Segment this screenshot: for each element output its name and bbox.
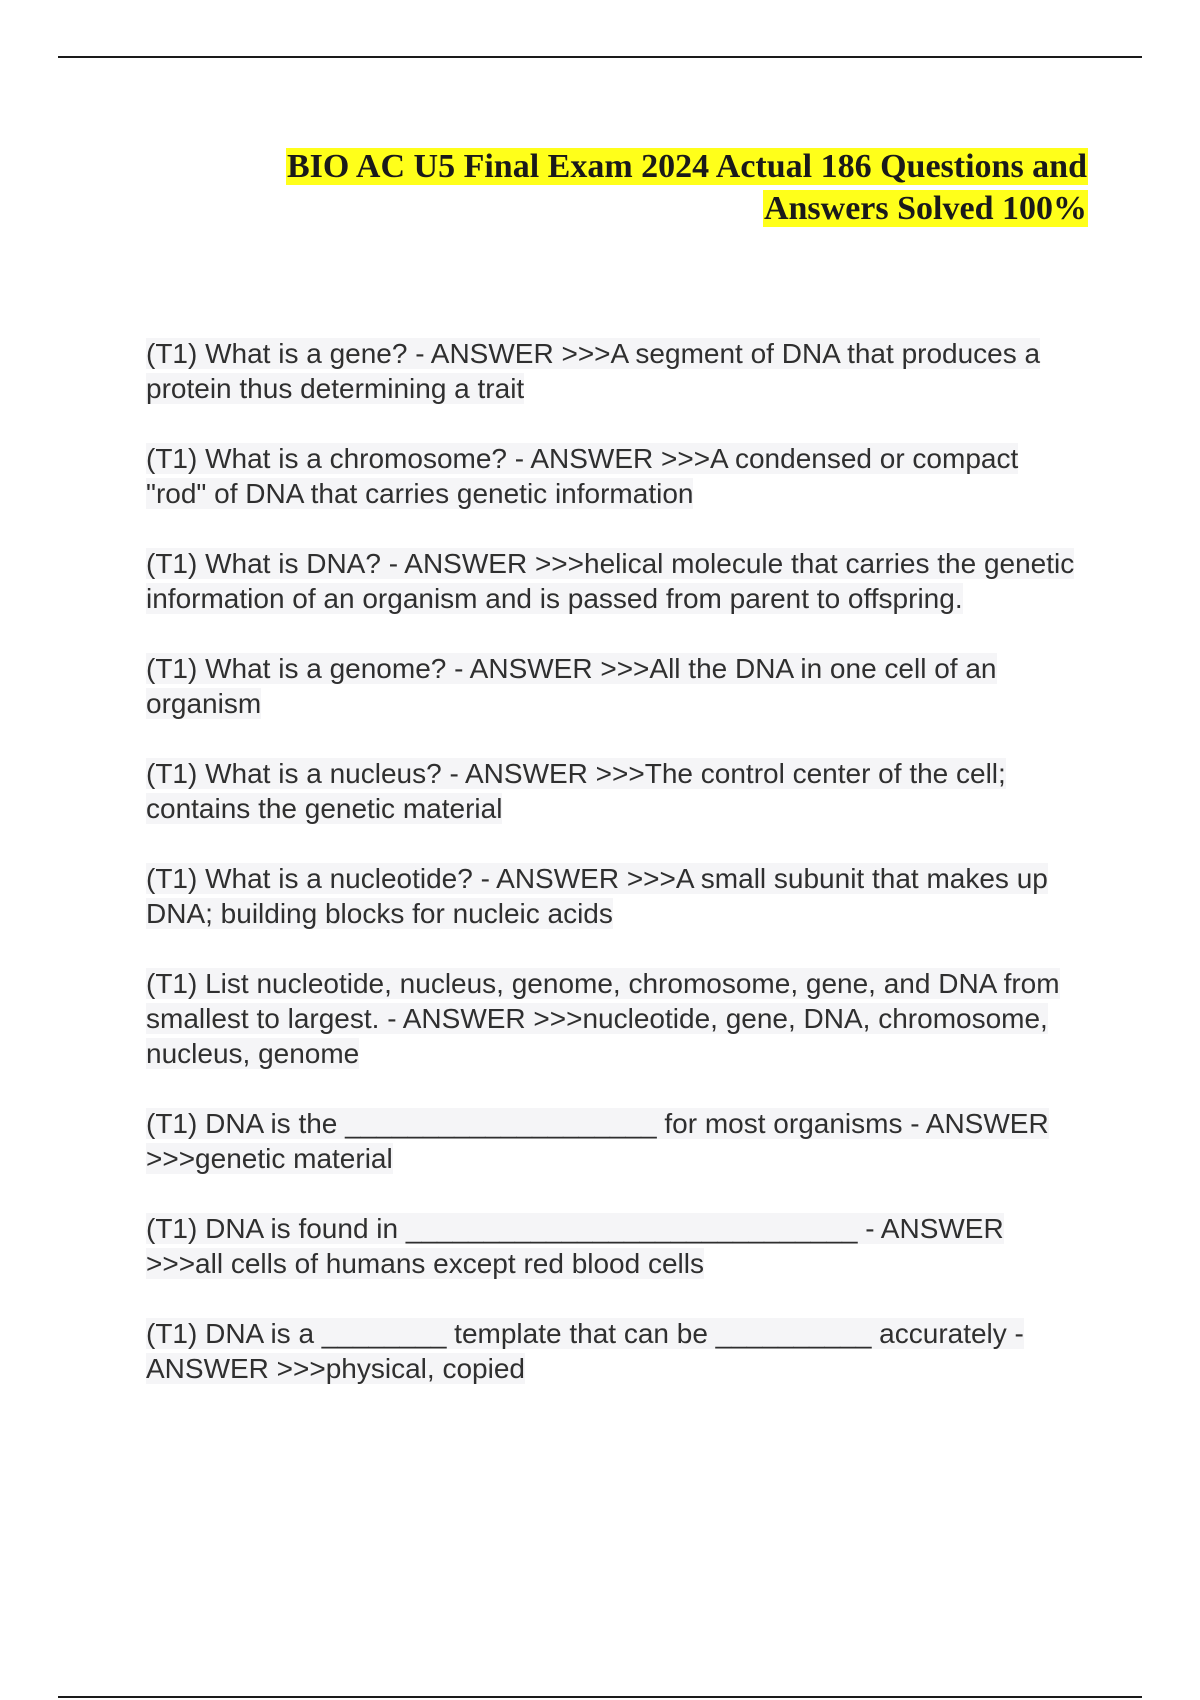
title-line-2: Answers Solved 100%	[763, 190, 1087, 227]
qa-item	[146, 1316, 1086, 1386]
qa-item	[146, 966, 1086, 1071]
qa-item	[146, 861, 1086, 931]
qa-item-text: (T1) What is a nucleus? - ANSWER >>>The control center of the cell; contains the genetic material	[146, 758, 1006, 824]
qa-item	[146, 441, 1086, 511]
qa-item-text: (T1) What is DNA? - ANSWER >>>helical molecule that carries the genetic information of an organism and is passed from parent to offspring.	[146, 548, 1075, 614]
qa-item-text: (T1) DNA is the ____________________ for most organisms - ANSWER >>>genetic material	[146, 1108, 1049, 1174]
document-title	[188, 146, 1088, 230]
qa-item-text: (T1) What is a genome? - ANSWER >>>All the DNA in one cell of an organism	[146, 653, 997, 719]
qa-list	[146, 336, 1086, 1421]
qa-item-text: (T1) DNA is a ________ template that can be __________ accurately - ANSWER >>>physical, copied	[146, 1318, 1024, 1384]
qa-item-text: (T1) DNA is found in _____________________________ - ANSWER >>>all cells of humans except red blood cells	[146, 1213, 1004, 1279]
top-rule	[58, 56, 1142, 58]
qa-item	[146, 1106, 1086, 1176]
qa-item	[146, 546, 1086, 616]
bottom-rule	[58, 1696, 1142, 1698]
qa-item-text: (T1) List nucleotide, nucleus, genome, chromosome, gene, and DNA from smallest to largest. - ANSWER >>>nucleotide, gene, DNA, chromosome, nucleus, genome	[146, 968, 1060, 1069]
qa-item-text: (T1) What is a gene? - ANSWER >>>A segment of DNA that produces a protein thus determining a trait	[146, 338, 1041, 404]
title-line-1: BIO AC U5 Final Exam 2024 Actual 186 Questions and	[286, 148, 1087, 185]
qa-item	[146, 756, 1086, 826]
qa-item-text: (T1) What is a nucleotide? - ANSWER >>>A small subunit that makes up DNA; building blocks for nucleic acids	[146, 863, 1048, 929]
qa-item-text: (T1) What is a chromosome? - ANSWER >>>A condensed or compact "rod" of DNA that carries genetic information	[146, 443, 1019, 509]
qa-item	[146, 336, 1086, 406]
qa-item	[146, 651, 1086, 721]
qa-item	[146, 1211, 1086, 1281]
